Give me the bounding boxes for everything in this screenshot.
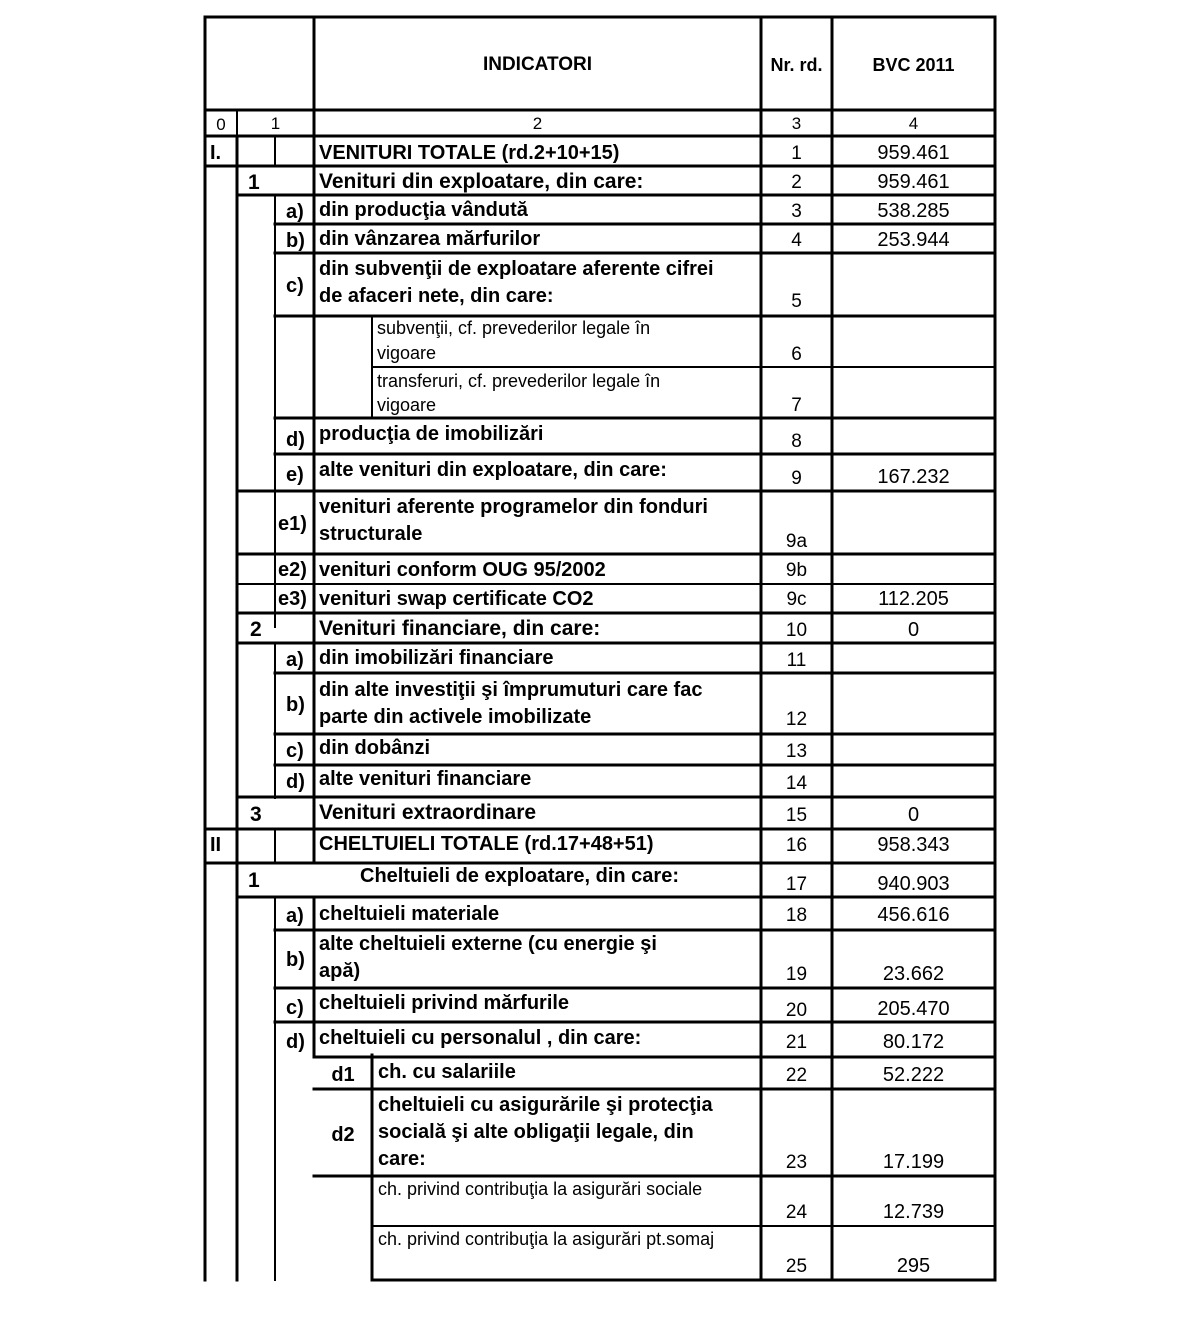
row-label: venituri swap certificate CO2 [319,588,594,610]
row-label: cheltuieli cu personalul , din care: [319,1027,642,1049]
item-letter: d) [286,1031,305,1053]
row-label: producţia de imobilizări [319,423,544,445]
group-number: 1 [248,869,260,892]
row-label: Venituri din exploatare, din care: [319,170,644,193]
row-number: 9b [785,560,808,581]
item-letter: b) [286,949,305,971]
row-number: 5 [791,291,802,312]
group-number: 1 [248,171,260,194]
row-label: ch. cu salariile [378,1061,516,1083]
item-letter: d) [286,429,305,451]
row-label: cheltuieli privind mărfurile [319,992,570,1014]
row-label: venituri conform OUG 95/2002 [319,559,606,581]
item-letter: e) [286,464,304,486]
row-label: din producţia vândută [319,199,528,221]
row-number: 11 [786,650,807,671]
section-label: II [210,834,222,856]
item-letter: d) [286,771,305,793]
row-number: 3 [791,201,802,222]
row-number: 14 [785,773,808,794]
row-label-line-1: subvenţii, cf. prevederilor legale în [377,318,651,338]
header-bvc: BVC 2011 [872,55,955,75]
row-label: Venituri extraordinare [319,801,537,824]
row-label-line-2: vigoare [377,343,437,363]
row-label-line-3: care: [378,1148,426,1170]
row-value: 17.199 [882,1151,945,1173]
row-label-line-2: structurale [319,523,423,545]
row-value: 456.616 [877,904,950,926]
row-value: 23.662 [882,963,945,985]
header-col-0: 0 [216,115,226,134]
row-number: 8 [791,431,802,452]
row-value: 112.205 [878,588,949,610]
header-col-2: 2 [532,114,543,133]
row-label: ch. privind contribuţia la asigurări sociale [378,1179,703,1199]
row-label-line-2: socială şi alte obligaţii legale, din [378,1121,694,1143]
row-number: 16 [785,835,808,856]
row-label: VENITURI TOTALE (rd.2+10+15) [319,142,620,164]
item-letter: a) [286,201,304,223]
row-number: 9 [791,468,802,489]
header-nr-rd: Nr. rd. [770,55,823,75]
row-label: alte venituri financiare [319,768,532,790]
row-number: 9c [786,589,807,610]
row-value: 959.461 [877,171,950,193]
row-number: 21 [785,1032,808,1053]
row-label: cheltuieli materiale [319,903,500,925]
item-letter: b) [286,694,305,716]
row-label-line-2: parte din activele imobilizate [319,706,592,728]
row-value: 0 [907,619,920,641]
row-number: 19 [785,964,808,985]
row-value: 12.739 [882,1201,945,1223]
row-label-line-1: alte cheltuieli externe (cu energie şi [319,933,657,955]
row-label-line-2: vigoare [377,395,437,415]
row-value: 0 [907,804,920,826]
row-number: 22 [785,1065,808,1086]
row-value: 940.903 [877,873,950,895]
row-value: 253.944 [877,229,950,251]
section-label: I. [210,142,222,164]
row-number: 2 [791,172,802,193]
row-label: alte venituri din exploatare, din care: [319,459,667,481]
sub-item-label: d1 [331,1064,355,1086]
header-indicatori: INDICATORI [482,54,593,75]
row-value: 295 [896,1255,931,1277]
row-label-line-1: din alte investiţii şi împrumuturi care fac [319,679,703,701]
row-label: CHELTUIELI TOTALE (rd.17+48+51) [319,833,654,855]
row-label-line-1: venituri aferente programelor din fonduri [319,496,708,518]
item-letter: c) [286,740,304,762]
row-number: 4 [791,230,802,251]
row-value: 958.343 [877,834,950,856]
row-label: ch. privind contribuţia la asigurări pt.somaj [378,1229,715,1249]
row-label: din imobilizări financiare [319,647,554,669]
row-value: 80.172 [882,1031,945,1053]
item-letter: a) [286,905,304,927]
row-number: 24 [785,1202,808,1223]
row-label-line-1: transferuri, cf. prevederilor legale în [377,371,661,391]
row-value: 167.232 [877,466,950,488]
row-number: 12 [785,709,808,730]
row-label-line-1: cheltuieli cu asigurările şi protecţia [378,1094,713,1116]
row-number: 25 [785,1256,808,1277]
row-number: 1 [791,143,802,164]
header-col-3: 3 [791,114,802,133]
row-value: 959.461 [877,142,950,164]
group-number: 3 [250,803,262,826]
row-value: 538.285 [877,200,950,222]
row-number: 17 [785,874,808,895]
row-number: 6 [791,344,802,365]
item-letter: a) [286,649,304,671]
item-letter: e2) [278,559,307,581]
row-label: Venituri financiare, din care: [319,617,601,640]
header-col-4: 4 [908,114,919,133]
row-number: 10 [785,620,808,641]
group-number: 2 [250,618,262,641]
row-label: din dobânzi [319,737,431,759]
item-letter: c) [286,275,304,297]
row-number: 9a [785,531,808,552]
row-number: 7 [791,395,802,416]
header-col-1: 1 [270,114,281,133]
row-label-line-2: apă) [319,960,361,982]
row-number: 13 [785,741,808,762]
row-number: 15 [785,805,808,826]
sub-item-label: d2 [331,1124,355,1146]
row-number: 20 [785,1000,808,1021]
item-letter: c) [286,997,304,1019]
row-value: 205.470 [877,998,950,1020]
row-label-line-1: din subvenţii de exploatare aferente cifrei [319,258,714,280]
row-number: 18 [785,905,808,926]
item-letter: e1) [278,513,307,535]
row-label: Cheltuieli de exploatare, din care: [360,865,679,887]
row-number: 23 [785,1152,808,1173]
row-label-line-2: de afaceri nete, din care: [319,285,554,307]
row-value: 52.222 [882,1064,945,1086]
item-letter: e3) [278,588,307,610]
row-label: din vânzarea mărfurilor [319,228,541,250]
item-letter: b) [286,230,305,252]
